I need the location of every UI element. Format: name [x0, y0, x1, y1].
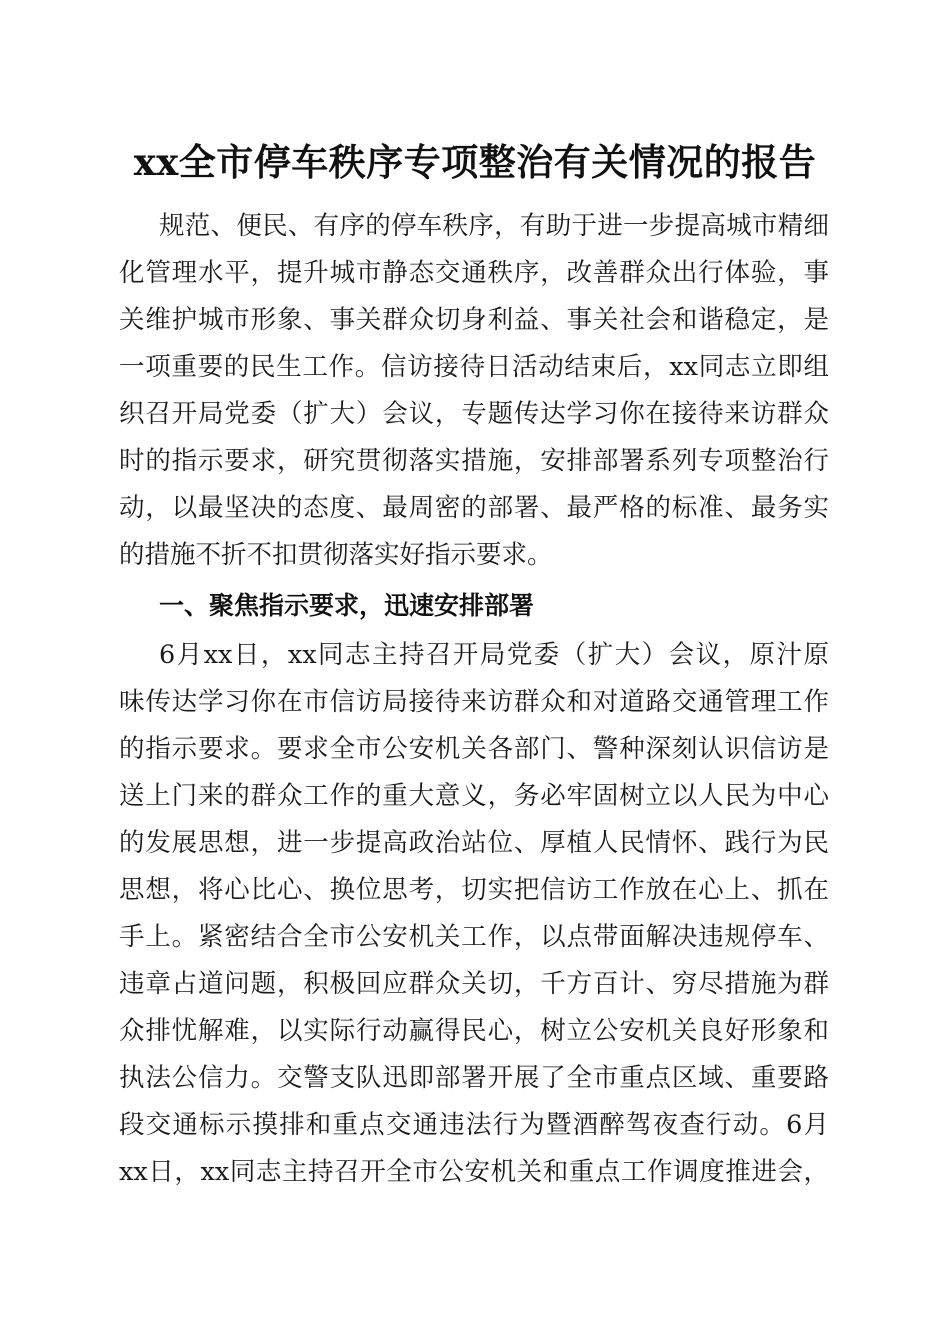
paragraph-2-line-7: 手上。紧密结合全市公安机关工作，以点带面解决违规停车、 [119, 922, 829, 952]
paragraph-2-line-3: 的指示要求。要求全市公安机关各部门、警种深刻认识信访是 [119, 734, 829, 764]
paragraph-2-line-10: 执法公信力。交警支队迅即部署开展了全市重点区域、重要路 [119, 1063, 829, 1093]
paragraph-1-line-7: 动，以最坚决的态度、最周密的部署、最严格的标准、最务实 [119, 493, 829, 523]
section-1-heading: 一、聚焦指示要求，迅速安排部署 [159, 591, 535, 620]
document-title: xx全市停车秩序专项整治有关情况的报告 [133, 140, 817, 184]
paragraph-2-line-1: 6月xx日，xx同志主持召开局党委（扩大）会议，原汁原 [159, 640, 829, 670]
paragraph-1-line-6: 时的指示要求，研究贯彻落实措施，安排部署系列专项整治行 [119, 446, 829, 476]
paragraph-2-line-2: 味传达学习你在市信访局接待来访群众和对道路交通管理工作 [119, 687, 829, 717]
paragraph-1-line-3: 关维护城市形象、事关群众切身利益、事关社会和谐稳定，是 [119, 305, 829, 335]
paragraph-1-line-5: 织召开局党委（扩大）会议，专题传达学习你在接待来访群众 [119, 399, 829, 429]
paragraph-2-line-4: 送上门来的群众工作的重大意义，务必牢固树立以人民为中心 [119, 781, 829, 811]
paragraph-2-line-5: 的发展思想，进一步提高政治站位、厚植人民情怀、践行为民 [119, 828, 829, 858]
paragraph-2-line-12: xx日，xx同志主持召开全市公安机关和重点工作调度推进会， [119, 1157, 829, 1187]
paragraph-2-line-9: 众排忧解难，以实际行动赢得民心，树立公安机关良好形象和 [119, 1016, 829, 1046]
paragraph-1-line-4: 一项重要的民生工作。信访接待日活动结束后，xx同志立即组 [119, 352, 829, 382]
paragraph-1-line-8: 的措施不折不扣贯彻落实好指示要求。 [119, 540, 553, 570]
paragraph-1-line-1: 规范、便民、有序的停车秩序，有助于进一步提高城市精细 [159, 211, 829, 241]
paragraph-2-line-11: 段交通标示摸排和重点交通违法行为暨酒醉驾夜查行动。6月 [119, 1110, 829, 1140]
paragraph-1-line-2: 化管理水平，提升城市静态交通秩序，改善群众出行体验，事 [119, 258, 829, 288]
paragraph-2-line-8: 违章占道问题，积极回应群众关切，千方百计、穷尽措施为群 [119, 969, 829, 999]
paragraph-2-line-6: 思想，将心比心、换位思考，切实把信访工作放在心上、抓在 [119, 875, 829, 905]
